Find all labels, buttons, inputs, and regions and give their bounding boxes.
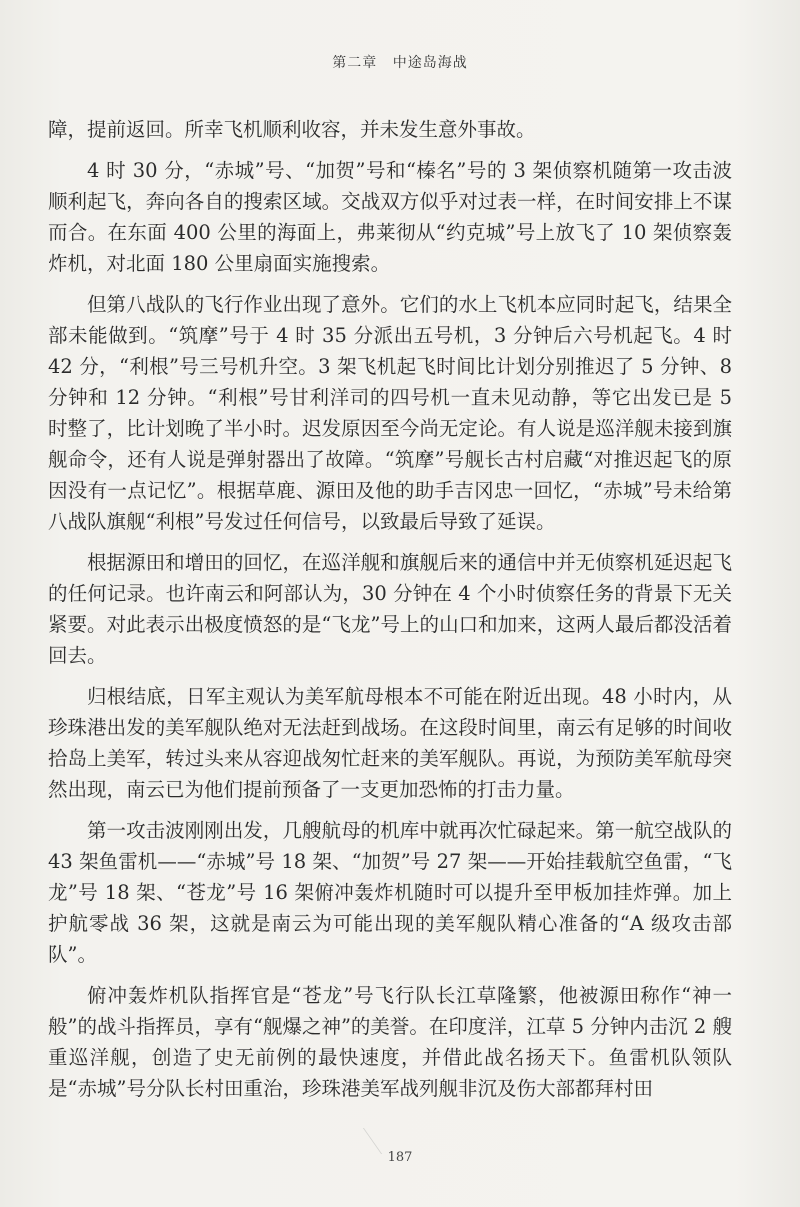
running-header bbox=[0, 52, 800, 72]
page-number: 187 bbox=[387, 1150, 413, 1165]
body-text bbox=[48, 114, 732, 1114]
paragraph-4: 根据源田和增田的回忆，在巡洋舰和旗舰后来的通信中并无侦察机延迟起飞的任何记录。也许南云和阿部认为，30 分钟在 4 个小时侦察任务的背景下无关紧要。对此表示出极度愤怒的是“飞龙”号上的山口和加来，这两人最后都没活着回去。 bbox=[48, 551, 732, 667]
paragraph-7: 俯冲轰炸机队指挥官是“苍龙”号飞行队长江草隆繁，他被源田称作“神一般”的战斗指挥员，享有“舰爆之神”的美誉。在印度洋，江草 5 分钟内击沉 2 艘重巡洋舰，创造了史无前例的最快速度，并借此战名扬天下。鱼雷机队领队是“赤城”号分队长村田重治，珍珠港美军战列舰非沉及伤大部都拜村田 bbox=[48, 984, 733, 1100]
paragraph-1: 障，提前返回。所幸飞机顺利收容，并未发生意外事故。 bbox=[48, 118, 536, 141]
header-title: 中途岛海战 bbox=[392, 55, 468, 71]
paragraph-3: 但第八战队的飞行作业出现了意外。它们的水上飞机本应同时起飞，结果全部未能做到。“筑摩”号于 4 时 35 分派出五号机，3 分钟后六号机起飞。4 时 42 分，“利根”号三号机升空。3 架飞机起飞时间比计划分别推迟了 5 分钟、8 分钟和 12 分钟。“利根”号甘利洋司的四号机一直未见动静，等它出发已是 5 时整了，比计划晚了半小时。迟发原因至今尚无定论。有人说是巡洋舰未接到旗舰命令，还有人说是弹射器出了故障。“筑摩”号舰长古村启藏“对推迟起飞的原因没有一点记忆”。根据草鹿、源田及他的助手吉冈忠一回忆，“赤城”号未给第八战队旗舰“利根”号发过任何信号，以致最后导致了延误。 bbox=[48, 293, 732, 533]
paragraph-2: 4 时 30 分，“赤城”号、“加贺”号和“榛名”号的 3 架侦察机随第一攻击波顺利起飞，奔向各自的搜索区域。交战双方似乎对过表一样，在时间安排上不谋而合。在东面 400 公里的海面上，弗莱彻从“约克城”号上放飞了 10 架侦察轰炸机，对北面 180 公里扇面实施搜索。 bbox=[48, 159, 732, 275]
paragraph-6: 第一攻击波刚刚出发，几艘航母的机库中就再次忙碌起来。第一航空战队的 43 架鱼雷机——“赤城”号 18 架、“加贺”号 27 架——开始挂载航空鱼雷，“飞龙”号 18 架、“苍龙”号 16 架俯冲轰炸机随时可以提升至甲板加挂炸弹。加上护航零战 36 架，这就是南云为可能出现的美军舰队精心准备的“A 级攻击部队”。 bbox=[48, 819, 732, 966]
header-chapter: 第二章 bbox=[332, 55, 378, 71]
paragraph-5: 归根结底，日军主观认为美军航母根本不可能在附近出现。48 小时内，从珍珠港出发的美军舰队绝对无法赶到战场。在这段时间里，南云有足够的时间收拾岛上美军，转过头来从容迎战匆忙赶来的美军舰队。再说，为预防美军航母突然出现，南云已为他们提前预备了一支更加恐怖的打击力量。 bbox=[48, 685, 732, 801]
